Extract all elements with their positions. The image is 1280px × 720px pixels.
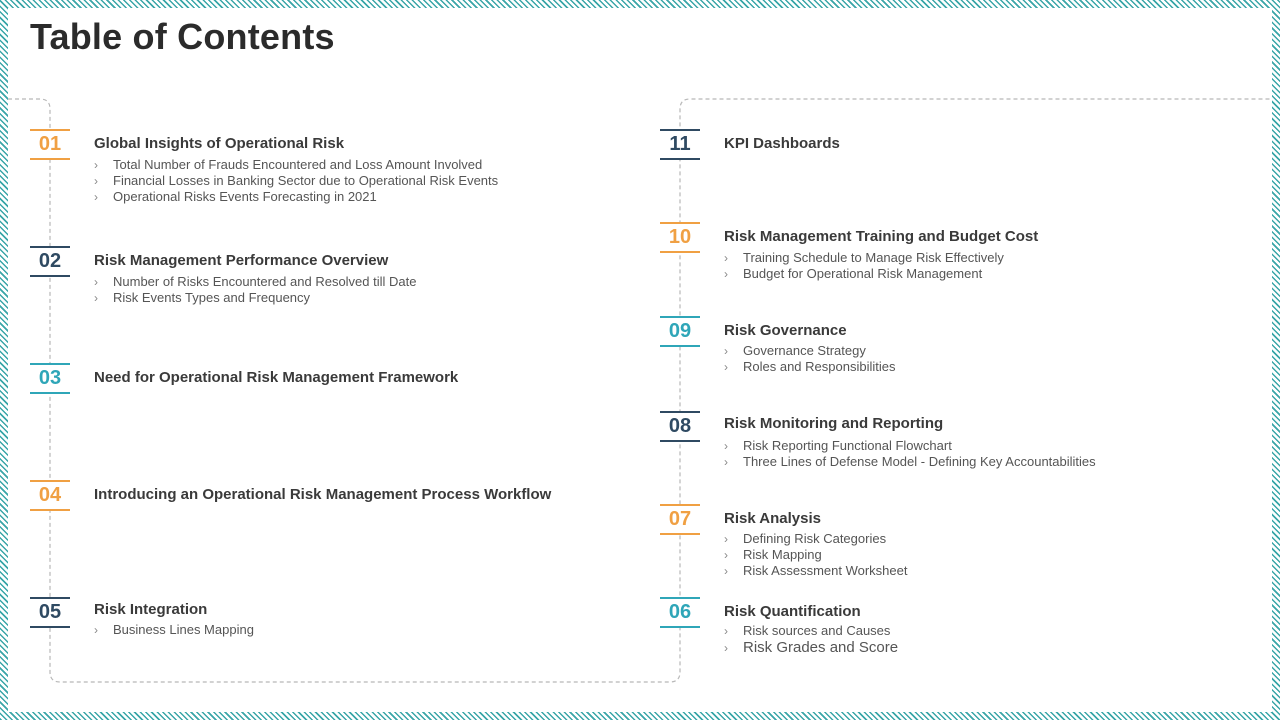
subitem-list — [724, 438, 1096, 470]
subitem-list — [94, 622, 254, 638]
chevron-right-icon: › — [724, 548, 728, 562]
subitem: › Governance Strategy — [724, 343, 866, 358]
chevron-right-icon: › — [724, 360, 728, 374]
section-heading: KPI Dashboards — [724, 135, 840, 152]
chevron-right-icon: › — [724, 439, 728, 453]
subitem-list — [724, 343, 895, 375]
section-number-badge: 08 — [660, 411, 700, 442]
subitem: › Risk Reporting Functional Flowchart — [724, 438, 952, 453]
section-heading: Introducing an Operational Risk Management Process Workflow — [94, 486, 552, 503]
chevron-right-icon: › — [94, 158, 98, 172]
chevron-right-icon: › — [724, 267, 728, 281]
subitem: › Budget for Operational Risk Management — [724, 266, 983, 281]
section-heading: Risk Management Training and Budget Cost — [724, 228, 1039, 245]
subitem: › Risk Assessment Worksheet — [724, 563, 908, 578]
chevron-right-icon: › — [94, 275, 98, 289]
subitem: › Financial Losses in Banking Sector due to Operational Risk Events — [94, 173, 499, 188]
subitem-list — [724, 250, 1004, 282]
subitem: › Risk Grades and Score — [724, 639, 899, 656]
page-title: Table of Contents — [30, 16, 335, 57]
section-heading: Risk Management Performance Overview — [94, 252, 389, 269]
section-number-badge: 11 — [660, 129, 700, 160]
subitem-list — [724, 623, 898, 657]
subitem-list — [724, 531, 907, 579]
section-number-badge: 04 — [30, 480, 70, 511]
subitem: › Business Lines Mapping — [94, 622, 254, 637]
section-heading: Risk Integration — [94, 601, 208, 618]
subitem: › Three Lines of Defense Model - Defining Key Accountabilities — [724, 454, 1096, 469]
subitem: › Risk Mapping — [724, 547, 822, 562]
chevron-right-icon: › — [724, 532, 728, 546]
section-heading: Risk Governance — [724, 322, 847, 339]
chevron-right-icon: › — [724, 455, 728, 469]
chevron-right-icon: › — [94, 174, 98, 188]
chevron-right-icon: › — [724, 564, 728, 578]
subitem: › Defining Risk Categories — [724, 531, 887, 546]
chevron-right-icon: › — [94, 623, 98, 637]
subitem: › Total Number of Frauds Encountered and Loss Amount Involved — [94, 157, 483, 172]
chevron-right-icon: › — [724, 624, 728, 638]
section-number-badge: 10 — [660, 222, 700, 253]
section-heading: Need for Operational Risk Management Framework — [94, 369, 459, 386]
section-number-badge: 05 — [30, 597, 70, 628]
chevron-right-icon: › — [724, 344, 728, 358]
section-number-badge: 09 — [660, 316, 700, 347]
chevron-right-icon: › — [724, 251, 728, 265]
subitem: › Roles and Responsibilities — [724, 359, 896, 374]
chevron-right-icon: › — [724, 641, 728, 655]
section-heading: Risk Quantification — [724, 603, 861, 620]
section-number-badge: 07 — [660, 504, 700, 535]
section-heading: Risk Monitoring and Reporting — [724, 415, 944, 432]
subitem: › Training Schedule to Manage Risk Effectively — [724, 250, 1004, 265]
section-number-badge: 03 — [30, 363, 70, 394]
subitem: › Risk Events Types and Frequency — [94, 290, 311, 305]
subitem: › Risk sources and Causes — [724, 623, 891, 638]
section-number-badge: 02 — [30, 246, 70, 277]
chevron-right-icon: › — [94, 190, 98, 204]
subitem: › Number of Risks Encountered and Resolved till Date — [94, 274, 417, 289]
section-heading: Risk Analysis — [724, 510, 821, 527]
subitem-list — [94, 157, 498, 205]
subitem: › Operational Risks Events Forecasting in 2021 — [94, 189, 377, 204]
slide — [8, 8, 1272, 712]
section-number-badge: 01 — [30, 129, 70, 160]
section-number-badge: 06 — [660, 597, 700, 628]
chevron-right-icon: › — [94, 291, 98, 305]
subitem-list — [94, 274, 416, 306]
section-heading: Global Insights of Operational Risk — [94, 135, 345, 152]
